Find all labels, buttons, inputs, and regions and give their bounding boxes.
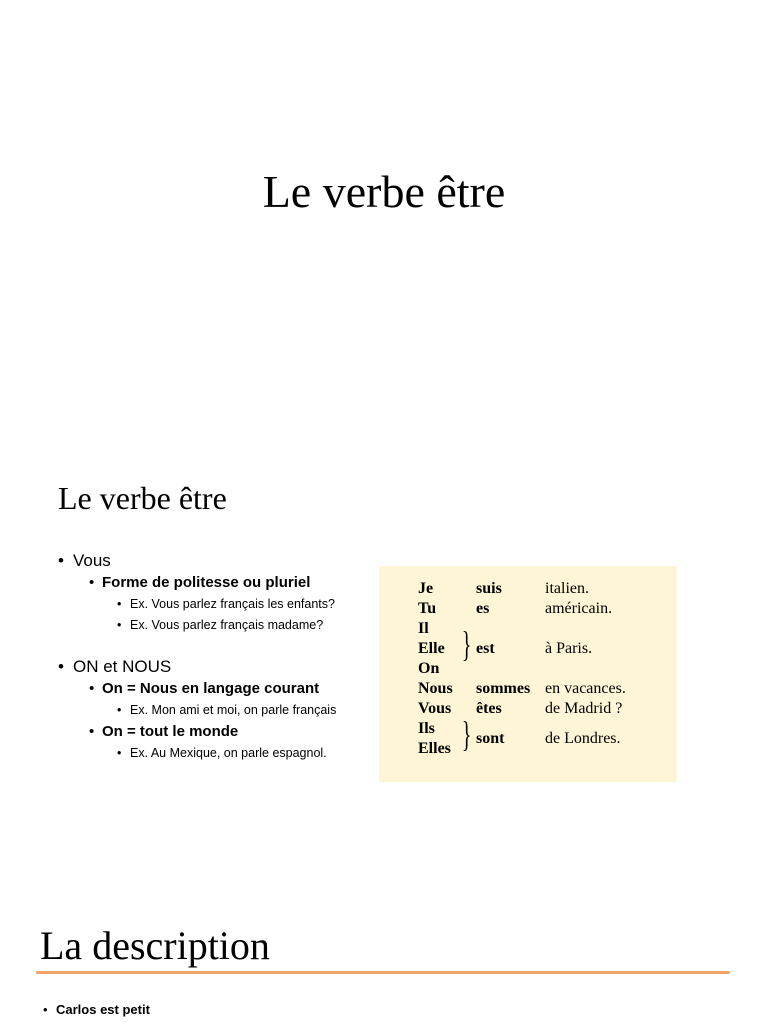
brace-icon: } — [461, 624, 472, 664]
complement: de Madrid ? — [545, 700, 623, 717]
example-bullet: • Ex. Vous parlez français madame? — [130, 615, 388, 636]
pronoun-elles: Elles — [418, 740, 451, 757]
example-bullet: • Ex. Vous parlez français les enfants? — [130, 594, 388, 615]
example-bullet: • Ex. Au Mexique, on parle espagnol. — [130, 743, 388, 764]
sub-bullet-langage-courant: • On = Nous en langage courant — [102, 678, 388, 700]
slide-heading: La description — [40, 923, 270, 968]
pronoun-vous: Vous — [418, 700, 452, 717]
pronoun-il: Il — [418, 620, 429, 637]
bullet-item: • Carlos est petit — [56, 999, 150, 1021]
slide-title: Le verbe être — [262, 166, 506, 217]
bullet-list — [58, 550, 388, 764]
verb-etes: êtes — [476, 700, 502, 717]
sub-bullet-tout-le-monde: • On = tout le monde — [102, 721, 388, 743]
accent-underline — [36, 971, 730, 974]
verb-sont: sont — [476, 730, 505, 747]
verb-est: est — [476, 640, 495, 657]
content-slide — [0, 460, 768, 870]
verb-sommes: sommes — [476, 680, 531, 697]
bullet-list — [44, 999, 150, 1021]
pronoun-nous: Nous — [418, 680, 453, 697]
pronoun-ils: Ils — [418, 720, 435, 737]
slide-heading: Le verbe être — [58, 480, 227, 516]
bullet-on-nous: • ON et NOUS — [58, 656, 388, 678]
spacer — [58, 636, 388, 656]
complement: à Paris. — [545, 640, 593, 657]
complement: de Londres. — [545, 730, 621, 747]
pronoun-tu: Tu — [418, 600, 437, 617]
conjugation-table — [379, 566, 677, 782]
description-slide — [0, 905, 768, 1024]
complement: américain. — [545, 600, 613, 617]
brace-icon: } — [461, 714, 472, 754]
pronoun-on: On — [418, 660, 440, 677]
pronoun-je: Je — [418, 580, 434, 597]
complement: en vacances. — [545, 680, 626, 697]
sub-bullet-politesse: • Forme de politesse ou pluriel — [102, 572, 388, 594]
complement: italien. — [545, 580, 589, 597]
title-slide — [0, 0, 768, 460]
example-bullet: • Ex. Mon ami et moi, on parle français — [130, 700, 388, 721]
verb-suis: suis — [476, 580, 502, 597]
verb-es: es — [476, 600, 490, 617]
pronoun-elle: Elle — [418, 640, 445, 657]
bullet-vous: • Vous — [58, 550, 388, 572]
